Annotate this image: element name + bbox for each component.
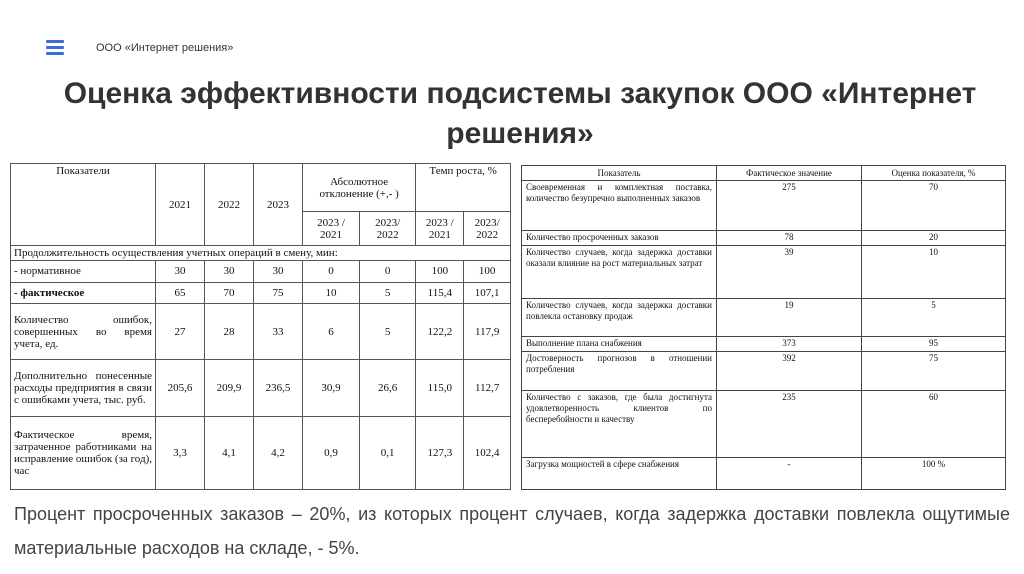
cell-score: 70 xyxy=(862,181,1006,231)
cell: 100 xyxy=(416,261,464,283)
cell: 26,6 xyxy=(360,360,416,416)
table-row xyxy=(11,261,511,283)
cell: 6 xyxy=(303,304,360,360)
cell: 0 xyxy=(303,261,360,283)
efficiency-table xyxy=(10,163,511,490)
table-row xyxy=(11,360,511,416)
cell-score: 100 % xyxy=(862,457,1006,489)
row-label: Количество просроченных заказов xyxy=(522,230,717,245)
row-label: Количество случаев, когда задержка доставки повлекла остановку продаж xyxy=(522,299,717,337)
cell-fact: 19 xyxy=(717,299,862,337)
row-label: - фактическое xyxy=(11,282,156,304)
cell: 205,6 xyxy=(156,360,205,416)
table-row xyxy=(522,457,1006,489)
cell-fact: 373 xyxy=(717,337,862,352)
header-sub: 2023/ 2022 xyxy=(360,212,416,246)
cell: 209,9 xyxy=(205,360,254,416)
cell: 3,3 xyxy=(156,416,205,490)
cell: 30,9 xyxy=(303,360,360,416)
cell: 65 xyxy=(156,282,205,304)
row-label: Своевременная и комплектная поставка, количество безупречно выполненных заказов xyxy=(522,181,717,231)
header-year: 2023 xyxy=(254,164,303,246)
cell: 75 xyxy=(254,282,303,304)
cell: 33 xyxy=(254,304,303,360)
hamburger-menu-icon[interactable] xyxy=(46,40,64,58)
row-label: Количество ошибок, совершенных во время учета, ед. xyxy=(11,304,156,360)
cell: 127,3 xyxy=(416,416,464,490)
header-year: 2022 xyxy=(205,164,254,246)
cell: 0,1 xyxy=(360,416,416,490)
conclusion-text: Процент просроченных заказов – 20%, из которых процент случаев, когда задержка доставки повлекла ощутимые материальные расходов на складе, - 5%. xyxy=(14,504,1010,558)
header-year: 2021 xyxy=(156,164,205,246)
cell: 117,9 xyxy=(464,304,511,360)
table-row xyxy=(11,416,511,490)
cell: 5 xyxy=(360,282,416,304)
table-row xyxy=(11,282,511,304)
cell-score: 5 xyxy=(862,299,1006,337)
table-row xyxy=(522,230,1006,245)
header-abs-deviation: Абсолютное отклонение (+,- ) xyxy=(303,164,416,212)
cell: 4,2 xyxy=(254,416,303,490)
cell-score: 95 xyxy=(862,337,1006,352)
table-row xyxy=(522,337,1006,352)
cell: 28 xyxy=(205,304,254,360)
table-row xyxy=(522,181,1006,231)
row-label: - нормативное xyxy=(11,261,156,283)
cell-fact: 275 xyxy=(717,181,862,231)
cell: 30 xyxy=(156,261,205,283)
header-growth-rate: Темп роста, % xyxy=(416,164,511,212)
cell: 30 xyxy=(205,261,254,283)
row-label: Количество с заказов, где была достигнута удовлетворенность клиентов по бесперебойности и качеству xyxy=(522,390,717,457)
cell: 100 xyxy=(464,261,511,283)
cell: 115,4 xyxy=(416,282,464,304)
row-label: Загрузка мощностей в сфере снабжения xyxy=(522,457,717,489)
cell-fact: - xyxy=(717,457,862,489)
cell-score: 10 xyxy=(862,245,1006,299)
cell-score: 75 xyxy=(862,352,1006,391)
header-indicator: Показатель xyxy=(522,166,717,181)
cell: 27 xyxy=(156,304,205,360)
cell-score: 60 xyxy=(862,390,1006,457)
cell: 122,2 xyxy=(416,304,464,360)
cell: 0,9 xyxy=(303,416,360,490)
table-row xyxy=(522,299,1006,337)
supply-indicators-table xyxy=(521,165,1006,490)
row-label: Фактическое время, затраченное работниками на исправление ошибок (за год), час xyxy=(11,416,156,490)
header-sub: 2023 / 2021 xyxy=(416,212,464,246)
cell-score: 20 xyxy=(862,230,1006,245)
header-sub: 2023 / 2021 xyxy=(303,212,360,246)
table-row xyxy=(522,352,1006,391)
cell: 236,5 xyxy=(254,360,303,416)
cell: 112,7 xyxy=(464,360,511,416)
cell: 115,0 xyxy=(416,360,464,416)
section-title: Продолжительность осуществления учетных операций в смену, мин: xyxy=(11,246,511,261)
header-score: Оценка показателя, % xyxy=(862,166,1006,181)
cell: 70 xyxy=(205,282,254,304)
row-label: Выполнение плана снабжения xyxy=(522,337,717,352)
cell: 102,4 xyxy=(464,416,511,490)
cell: 107,1 xyxy=(464,282,511,304)
header-fact: Фактическое значение xyxy=(717,166,862,181)
company-name: ООО «Интернет решения» xyxy=(96,42,234,54)
header-indicators: Показатели xyxy=(11,164,156,246)
cell: 30 xyxy=(254,261,303,283)
row-label: Дополнительно понесенные расходы предприятия в связи с ошибками учета, тыс. руб. xyxy=(11,360,156,416)
header-sub: 2023/ 2022 xyxy=(464,212,511,246)
cell-fact: 39 xyxy=(717,245,862,299)
cell-fact: 78 xyxy=(717,230,862,245)
row-label: Количество случаев, когда задержка доставки оказали влияние на рост материальных затрат xyxy=(522,245,717,299)
cell: 5 xyxy=(360,304,416,360)
cell-fact: 235 xyxy=(717,390,862,457)
table-row xyxy=(522,390,1006,457)
cell-fact: 392 xyxy=(717,352,862,391)
cell: 4,1 xyxy=(205,416,254,490)
cell: 0 xyxy=(360,261,416,283)
table-row xyxy=(522,245,1006,299)
row-label: Достоверность прогнозов в отношении потребления xyxy=(522,352,717,391)
cell: 10 xyxy=(303,282,360,304)
table-row xyxy=(11,304,511,360)
slide-title: Оценка эффективности подсистемы закупок ООО «Интернет решения» xyxy=(63,77,977,150)
